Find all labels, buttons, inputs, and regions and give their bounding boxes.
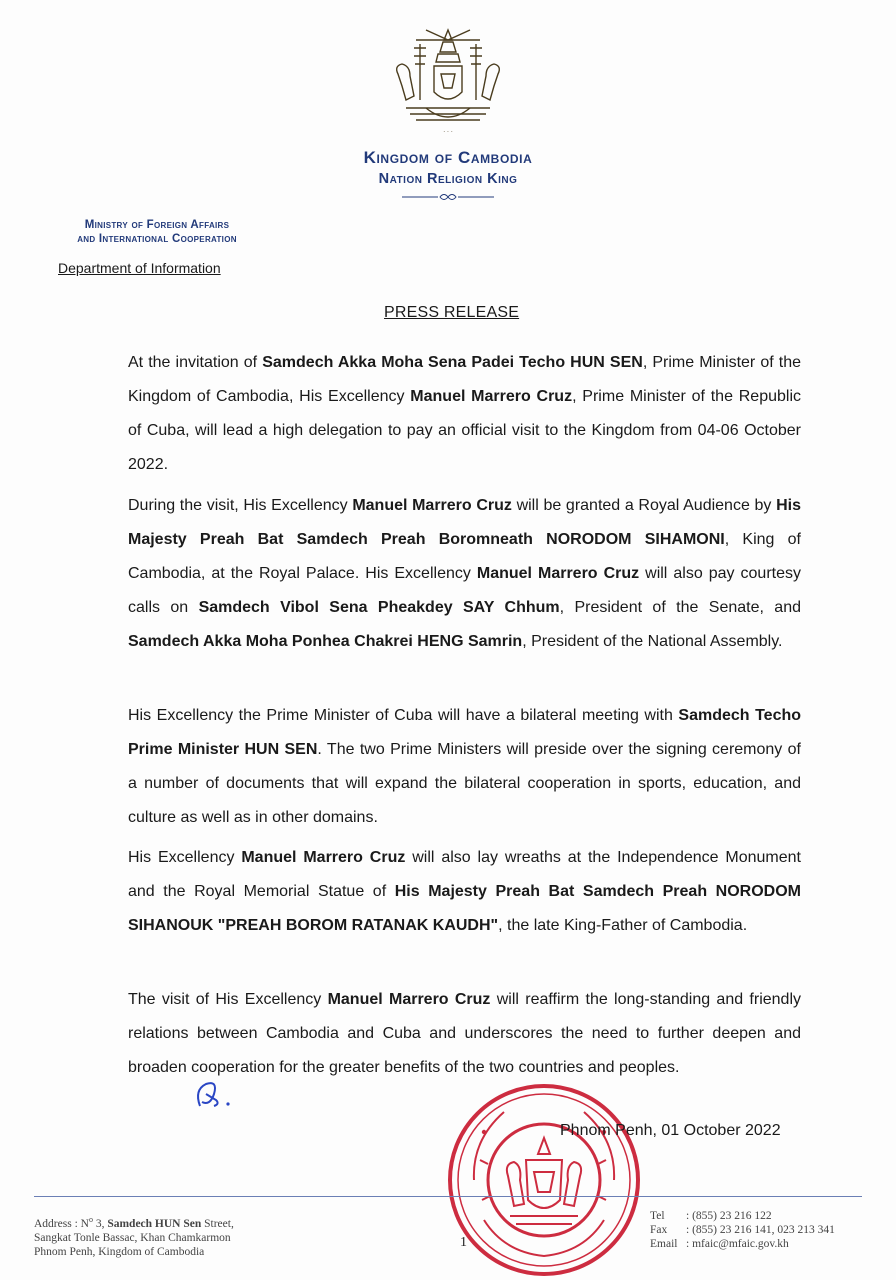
fax-value: : (855) 23 216 141, 023 213 341 bbox=[686, 1224, 835, 1236]
text-run: At the invitation of bbox=[128, 354, 263, 371]
paragraph-4 bbox=[128, 841, 801, 943]
kingdom-heading: Kingdom of Cambodia bbox=[363, 148, 533, 167]
text-run: . The two Prime Ministers will preside over the signing ceremony of a number of documents that will expand the bilateral cooperation in sports, education, and culture as well as in other domains. bbox=[128, 741, 802, 826]
text-run: , the late King-Father of Cambodia. bbox=[498, 917, 748, 934]
text-run: , Prime Minister of the Kingdom of Cambodia, His Excellency bbox=[128, 354, 802, 405]
text-run: , President of the Senate, and bbox=[559, 599, 801, 616]
bold-name-run: Manuel Marrero Cruz bbox=[410, 388, 573, 405]
bold-name-run: Samdech Akka Moha Sena Padei Techo HUN SEN bbox=[262, 354, 643, 371]
tel-label: Tel bbox=[650, 1210, 665, 1222]
text-run: His Excellency bbox=[128, 849, 242, 866]
footer-address bbox=[34, 1213, 234, 1259]
text-run: , King of Cambodia, at the Royal Palace. His Excellency bbox=[128, 531, 802, 582]
footer-contact bbox=[650, 1209, 835, 1251]
bold-name-run: His Majesty Preah Bat Samdech Preah NORODOM SIHANOUK "PREAH BOROM RATANAK KAUDH" bbox=[128, 883, 802, 934]
place-and-date: Phnom Penh, 01 October 2022 bbox=[560, 1122, 781, 1139]
bold-name-run: Manuel Marrero Cruz bbox=[327, 991, 491, 1008]
address-label: Address : N bbox=[34, 1217, 89, 1230]
initial-signature-icon bbox=[192, 1076, 236, 1112]
address-street-name: Samdech HUN Sen bbox=[107, 1217, 202, 1230]
bold-name-run: Samdech Akka Moha Ponhea Chakrei HENG Samrin bbox=[128, 633, 523, 650]
bold-name-run: His Majesty Preah Bat Samdech Preah Boromneath NORODOM SIHAMONI bbox=[128, 497, 801, 548]
royal-arms-emblem-icon bbox=[386, 26, 510, 138]
document-title: PRESS RELEASE bbox=[384, 304, 520, 321]
bold-name-run: Manuel Marrero Cruz bbox=[476, 565, 640, 582]
motto-heading: Nation Religion King bbox=[378, 171, 518, 187]
bold-name-run: Samdech Vibol Sena Pheakdey SAY Chhum bbox=[198, 599, 560, 616]
text-run: will also lay wreaths at the Independence Monument and the Royal Memorial Statue of bbox=[128, 849, 801, 900]
bold-name-run: Manuel Marrero Cruz bbox=[241, 849, 406, 866]
tel-value: : (855) 23 216 122 bbox=[686, 1210, 772, 1222]
ministry-seal-icon bbox=[444, 1080, 644, 1280]
ministry-name-line2: and International Cooperation bbox=[77, 233, 237, 245]
paragraph-1 bbox=[128, 346, 801, 482]
text-run: will reaffirm the long-standing and friendly relations between Cambodia and Cuba and underscores the need to further deepen and broaden cooperation for the greater benefits of the two countries and peoples. bbox=[128, 991, 802, 1076]
ornament-divider-icon bbox=[398, 190, 498, 204]
address-number: 3, bbox=[92, 1217, 108, 1230]
text-run: His Excellency the Prime Minister of Cuba will have a bilateral meeting with bbox=[128, 707, 679, 724]
footer-divider bbox=[34, 1196, 862, 1197]
ministry-name-line1: Ministry of Foreign Affairs bbox=[84, 219, 230, 231]
paragraph-3 bbox=[128, 699, 801, 835]
text-run: will be granted a Royal Audience by bbox=[511, 497, 777, 514]
text-run: , Prime Minister of the Republic of Cuba, will lead a high delegation to pay an official visit to the Kingdom from 04-06 October 2022. bbox=[128, 388, 802, 473]
fax-label: Fax bbox=[650, 1224, 668, 1236]
paragraph-2 bbox=[128, 489, 801, 659]
department-label: Department of Information bbox=[58, 260, 221, 276]
svg-text:· · ·: · · · bbox=[443, 129, 453, 136]
paragraph-5 bbox=[128, 983, 801, 1085]
text-run: During the visit, His Excellency bbox=[128, 497, 353, 514]
address-street-suffix: Street, bbox=[201, 1217, 234, 1230]
email-label: Email bbox=[650, 1238, 678, 1250]
text-run: , President of the National Assembly. bbox=[522, 633, 783, 650]
address-line-3: Phnom Penh, Kingdom of Cambodia bbox=[34, 1245, 205, 1258]
page-number: 1 bbox=[460, 1235, 467, 1250]
text-run: The visit of His Excellency bbox=[128, 991, 328, 1008]
bold-name-run: Manuel Marrero Cruz bbox=[352, 497, 512, 514]
bold-name-run: Samdech Techo Prime Minister HUN SEN bbox=[128, 707, 802, 758]
address-number-sup: o bbox=[88, 1215, 93, 1224]
address-line-2: Sangkat Tonle Bassac, Khan Chamkarmon bbox=[34, 1231, 231, 1244]
email-value[interactable]: : mfaic@mfaic.gov.kh bbox=[686, 1238, 789, 1250]
text-run: will also pay courtesy calls on bbox=[128, 565, 802, 616]
